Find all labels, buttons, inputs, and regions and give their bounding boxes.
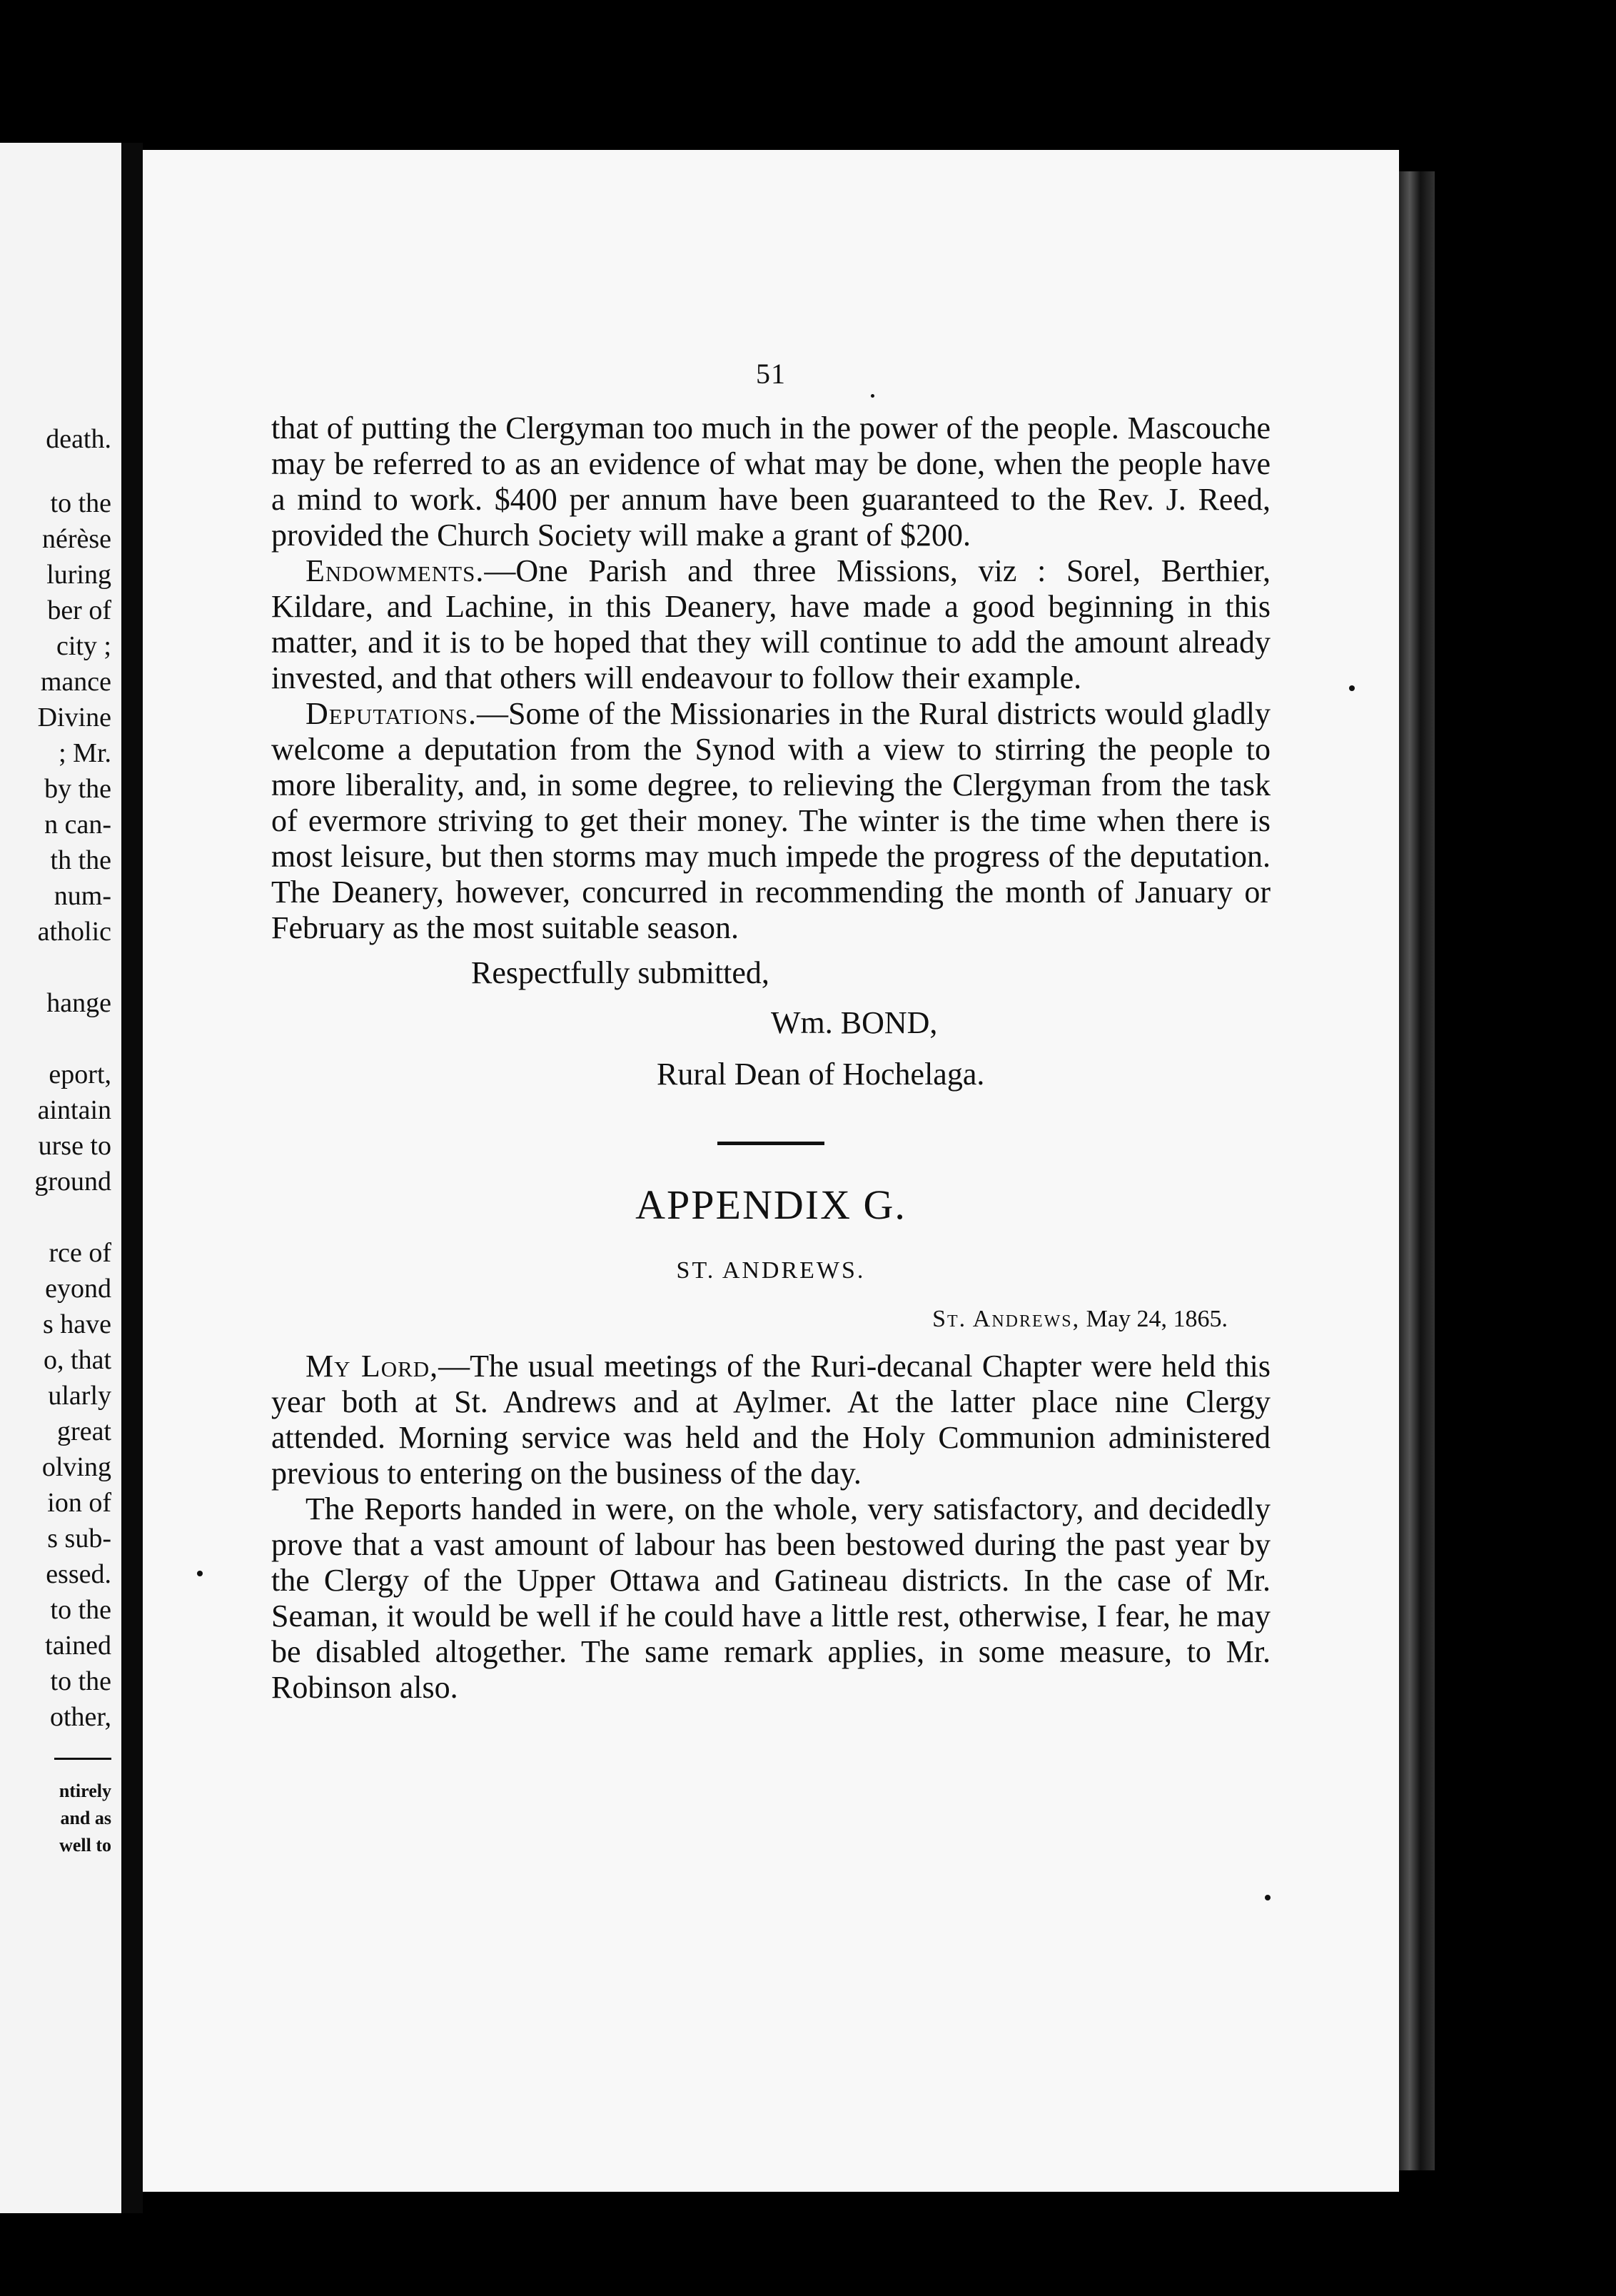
- previous-page-fragment: to the: [50, 1666, 111, 1696]
- previous-page-fragment: rce of: [49, 1238, 111, 1268]
- signoff-title: Rural Dean of Hochelaga.: [657, 1057, 985, 1092]
- previous-page-fragment: eport,: [49, 1059, 111, 1089]
- previous-page-fragment: tained: [45, 1631, 111, 1661]
- page-content: [271, 357, 1271, 1706]
- previous-page-fragment: by the: [44, 774, 111, 804]
- previous-page-fragment: aintain: [37, 1095, 111, 1125]
- previous-page-fragment: death.: [46, 424, 111, 454]
- scan-speck: [1349, 685, 1355, 691]
- page-edge-shadow: [1399, 171, 1435, 2170]
- previous-page-strip: [0, 143, 121, 2213]
- scan-speck: [197, 1571, 203, 1576]
- previous-page-fragment: th the: [50, 845, 111, 875]
- paragraph-text: —Some of the Missionaries in the Rural districts would gladly welcome a deputation from the Synod with a view to stirring the people to more liberality, and, in some degree, to relieving the Clergyman from the task of evermore striving to get their money. The winter is the time when there is most leisure, but then storms may much impede the progress of the deputation. The Deanery, however, concurred in recommending the month of January or February as the most suitable season.: [271, 696, 1271, 945]
- dateline-place: St. Andrews,: [932, 1306, 1081, 1332]
- previous-page-fragment: to the: [50, 1595, 111, 1625]
- previous-page-fragment: nérèse: [41, 524, 111, 554]
- paragraph-lead: Deputations.: [305, 696, 478, 731]
- previous-page-fragment: urse to: [38, 1131, 111, 1161]
- previous-page-fragment: olving: [41, 1452, 111, 1482]
- previous-page-fragment: ; Mr.: [59, 738, 111, 768]
- book-page: [143, 150, 1399, 2192]
- previous-page-fragment: n can-: [44, 810, 111, 840]
- page-number: 51: [756, 358, 786, 390]
- letter-dateline: [271, 1306, 1228, 1333]
- signoff-closing: Respectfully submitted,: [471, 955, 769, 990]
- previous-page-fragment: s sub-: [47, 1524, 111, 1554]
- previous-page-fragment: ground: [34, 1167, 111, 1197]
- previous-page-fragment: ion of: [47, 1488, 111, 1518]
- previous-page-fragment: city ;: [56, 631, 111, 661]
- letter-salutation: My Lord,: [305, 1349, 439, 1384]
- paragraph-text: —The usual meetings of the Ruri-decanal Chapter were held this year both at St. Andrews and at Aylmer. At the latter place nine Clergy attended. Morning service was held and the Holy Communion administered previous to entering on the business of the day.: [271, 1349, 1271, 1491]
- previous-page-fragment: eyond: [45, 1274, 111, 1304]
- previous-page-fragment: luring: [46, 560, 111, 590]
- signoff-name: Wm. BOND,: [771, 1005, 938, 1040]
- previous-page-footnote-fragment: well to: [59, 1835, 111, 1856]
- paragraph-text: —One Parish and three Missions, viz : Sorel, Berthier, Kildare, and Lachine, in this Deanery, have made a good beginning in this matter, and it is to be hoped that they will continue to add the amount already invested, and that others will endeavour to follow their example.: [271, 553, 1271, 695]
- previous-page-fragment: o, that: [44, 1345, 111, 1375]
- previous-page-fragment: great: [57, 1416, 111, 1446]
- scan-speck: [1265, 1895, 1271, 1900]
- appendix-subtitle: ST. ANDREWS.: [676, 1257, 866, 1284]
- previous-page-fragment: s have: [42, 1309, 111, 1339]
- paragraph-continuation: that of putting the Clergyman too much in the power of the people. Mascouche may be referred to as an evidence of what may be done, when the people have a mind to work. $400 per annum have been guaranteed to the Rev. J. Reed, provided the Church Society will make a grant of $200.: [271, 411, 1271, 553]
- previous-page-fragment: hange: [46, 988, 111, 1018]
- section-divider: [717, 1142, 824, 1145]
- previous-page-fragment: to the: [50, 488, 111, 518]
- footnote-rule: [54, 1758, 111, 1760]
- book-gutter: [121, 143, 143, 2213]
- appendix-title: APPENDIX G.: [635, 1182, 907, 1228]
- paragraph-lead: Endowments.: [305, 553, 485, 588]
- previous-page-fragment: num-: [54, 881, 111, 911]
- previous-page-footnote-fragment: and as: [60, 1808, 111, 1828]
- previous-page-fragment: mance: [40, 667, 111, 697]
- paragraph-deputations: [271, 696, 1271, 946]
- previous-page-fragment: ber of: [47, 595, 111, 625]
- previous-page-fragment: other,: [49, 1702, 111, 1732]
- scan-speck: [871, 394, 874, 398]
- previous-page-fragment: ularly: [48, 1381, 111, 1411]
- previous-page-fragment: atholic: [37, 917, 111, 947]
- paragraph-endowments: [271, 553, 1271, 696]
- previous-page-fragment: Divine: [37, 703, 111, 732]
- letter-paragraph: The Reports handed in were, on the whole, very satisfactory, and decidedly prove that a vast amount of labour has been bestowed during the past year by the Clergy of the Upper Ottawa and Gatineau districts. In the case of Mr. Seaman, it would be well if he could have a little rest, otherwise, I fear, he may be disabled altogether. The same remark applies, in some measure, to Mr. Robinson also.: [271, 1491, 1271, 1705]
- dateline-date: May 24, 1865.: [1086, 1306, 1228, 1332]
- previous-page-footnote-fragment: ntirely: [59, 1781, 111, 1801]
- letter-paragraph: [271, 1349, 1271, 1491]
- previous-page-fragment: essed.: [46, 1559, 111, 1589]
